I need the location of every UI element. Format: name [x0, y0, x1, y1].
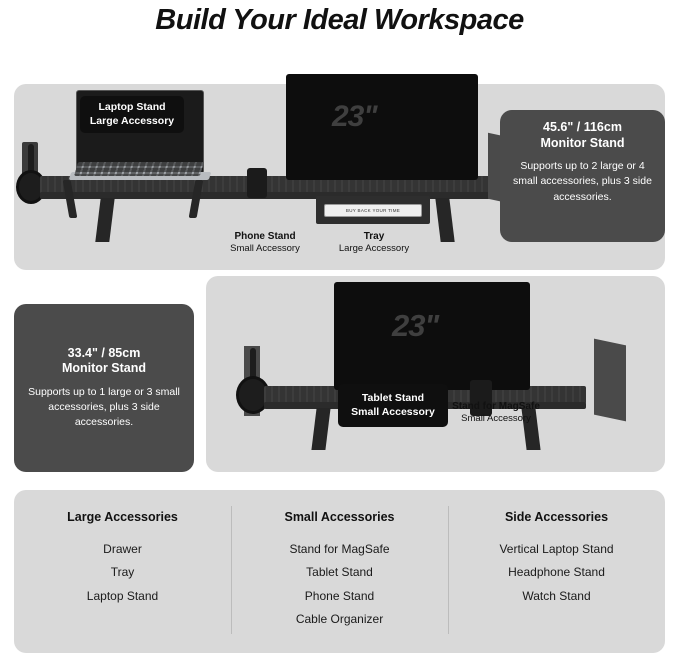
stand-leg-right	[435, 198, 454, 242]
callout-laptop-stand-line2: Large Accessory	[89, 114, 175, 127]
accessory-item: Tablet Stand	[306, 565, 373, 580]
callout-laptop-stand	[80, 96, 184, 133]
monitor-screen	[286, 74, 478, 180]
caption-phone-stand	[210, 230, 320, 256]
callout-tablet-stand-line1: Tablet Stand	[361, 392, 425, 404]
info-panel-116cm-title-line1: 45.6" / 116cm	[543, 120, 622, 134]
row2-panel	[206, 276, 665, 472]
laptop-keyboard	[74, 162, 204, 176]
phone-stand-graphic	[247, 168, 267, 198]
accessories-column-side	[448, 510, 665, 608]
caption-tray-line1: Tray	[363, 231, 385, 242]
accessories-column-small	[231, 510, 448, 632]
callout-laptop-stand-line1: Laptop Stand	[98, 101, 166, 113]
info-panel-116cm	[500, 110, 665, 242]
caption-tray-line2: Large Accessory	[338, 243, 410, 255]
accessories-columns	[14, 490, 665, 653]
row2-side-panel-right	[594, 339, 626, 422]
callout-tablet-stand	[338, 384, 448, 427]
accessories-heading-large: Large Accessories	[67, 510, 178, 524]
caption-magsafe-stand-line1: Stand for MagSafe	[452, 401, 540, 412]
caption-tray	[319, 230, 429, 256]
monitor-size-label: 23"	[332, 100, 377, 133]
accessory-item: Tray	[110, 565, 135, 580]
info-panel-116cm-title	[512, 120, 653, 151]
row2-scene	[206, 276, 665, 472]
accessory-item: Cable Organizer	[295, 612, 384, 627]
row2-monitor-size-label: 23"	[392, 308, 439, 343]
caption-phone-stand-line1: Phone Stand	[234, 231, 296, 242]
accessories-panel	[14, 490, 665, 653]
accessories-column-large	[14, 510, 231, 608]
info-panel-85cm-title-line1: 33.4" / 85cm	[67, 345, 141, 360]
accessories-heading-small: Small Accessories	[284, 510, 395, 524]
accessory-item: Stand for MagSafe	[289, 542, 390, 556]
info-panel-116cm-title-line2: Monitor Stand	[540, 135, 625, 150]
info-panel-116cm-body: Supports up to 2 large or 4 small accessories, plus 3 side accessories.	[513, 160, 652, 203]
accessory-item: Vertical Laptop Stand	[499, 542, 614, 556]
info-panel-85cm-body: Supports up to 1 large or 3 small accessories, plus 3 side accessories.	[28, 385, 180, 429]
callout-tablet-stand-line2: Small Accessory	[351, 405, 435, 418]
accessory-item: Drawer	[103, 542, 142, 556]
accessories-heading-side: Side Accessories	[504, 510, 609, 524]
accessory-item: Watch Stand	[522, 588, 591, 603]
caption-magsafe-stand-line2: Small Accessory	[461, 413, 531, 425]
accessory-item: Phone Stand	[304, 588, 375, 603]
caption-phone-stand-line2: Small Accessory	[230, 243, 300, 255]
caption-magsafe-stand	[434, 400, 558, 426]
stand-leg-left	[95, 198, 114, 242]
info-panel-85cm-title	[26, 346, 182, 377]
page-title: Build Your Ideal Workspace	[155, 4, 524, 36]
accessory-item: Headphone Stand	[508, 565, 605, 580]
tray-insert: BUY BACK YOUR TIME	[324, 204, 422, 217]
info-panel-85cm-title-line2: Monitor Stand	[61, 361, 146, 376]
accessory-item: Laptop Stand	[86, 588, 159, 603]
info-panel-85cm	[14, 304, 194, 472]
row2-stand-leg-left	[311, 408, 330, 450]
